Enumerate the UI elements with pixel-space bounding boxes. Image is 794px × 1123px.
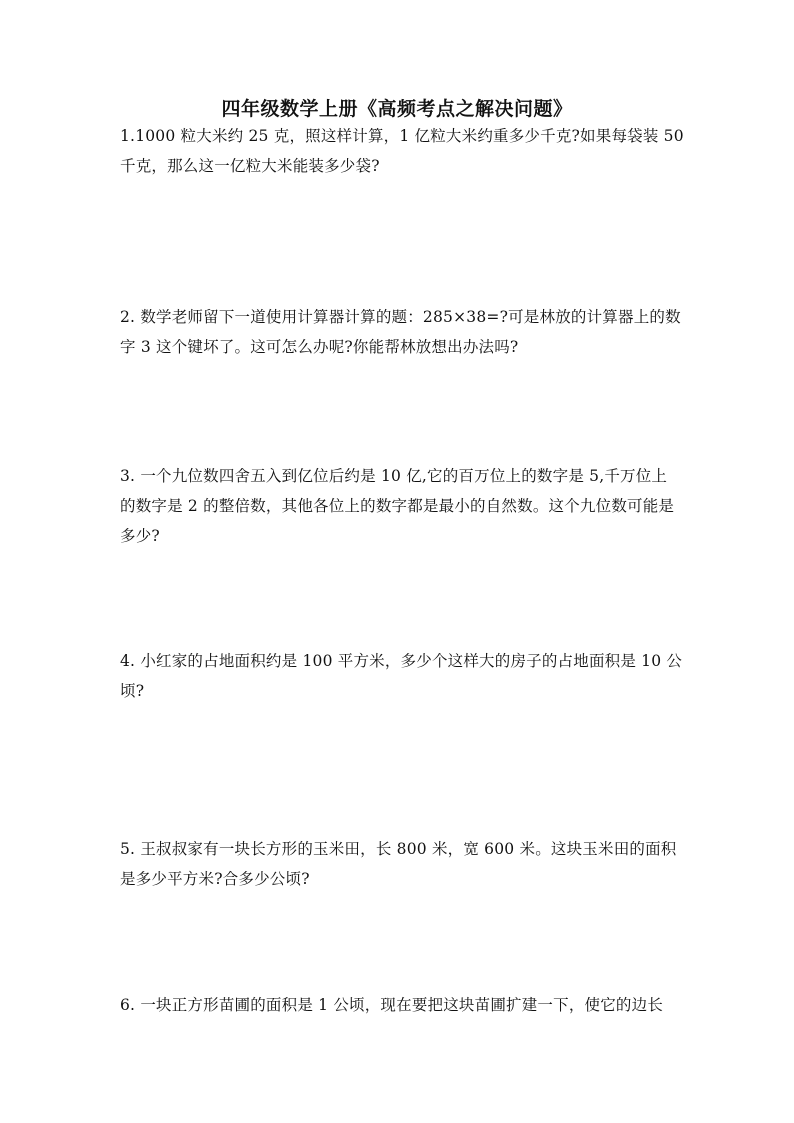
question-3-line-2: 的数字是 2 的整倍数，其他各位上的数字都是最小的自然数。这个九位数可能是 (120, 497, 675, 515)
question-5-line-2: 是多少平方米?合多少公顷? (120, 870, 310, 888)
question-2 (120, 302, 681, 362)
question-6-line-1: 6. 一块正方形苗圃的面积是 1 公顷，现在要把这块苗圃扩建一下，使它的边长 (120, 996, 664, 1014)
question-5 (120, 834, 676, 894)
question-1-line-2: 千克，那么这一亿粒大米能装多少袋? (120, 157, 380, 175)
question-3 (120, 461, 676, 551)
question-6 (120, 990, 676, 1020)
question-1-line-1: 1.1000 粒大米约 25 克，照这样计算，1 亿粒大米约重多少千克?如果每袋装 50 (120, 127, 684, 145)
question-2-line-2: 字 3 这个键坏了。这可怎么办呢?你能帮林放想出办法吗? (120, 338, 519, 356)
question-1 (120, 121, 684, 181)
question-4 (120, 646, 683, 706)
question-4-line-2: 顷? (120, 682, 145, 700)
question-4-line-1: 4. 小红家的占地面积约是 100 平方米，多少个这样大的房子的占地面积是 10 公 (120, 652, 683, 670)
question-5-line-1: 5. 王叔叔家有一块长方形的玉米田，长 800 米，宽 600 米。这块玉米田的面积 (120, 840, 677, 858)
question-3-line-1: 3. 一个九位数四舍五入到亿位后约是 10 亿,它的百万位上的数字是 5,千万位上 (120, 467, 668, 485)
worksheet-title: 四年级数学上册《高频考点之解决问题》 (221, 98, 573, 120)
question-2-line-1: 2. 数学老师留下一道使用计算器计算的题：285×38=?可是林放的计算器上的数 (120, 308, 681, 326)
question-3-line-3: 多少? (120, 527, 160, 545)
